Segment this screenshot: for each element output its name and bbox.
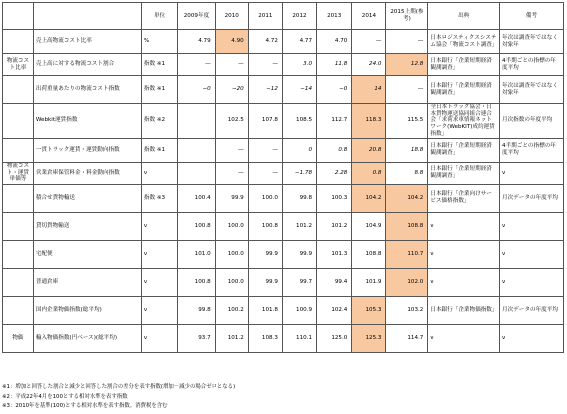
remarks-cell: ν: [499, 162, 563, 184]
value-cell: 0.8: [317, 138, 352, 162]
table-row: [3, 212, 564, 240]
value-cell: 125.3: [352, 324, 386, 352]
table-row: [3, 268, 564, 296]
category-cell: [3, 240, 34, 268]
value-cell: 99.9: [248, 268, 282, 296]
source-cell: 日本ロジスティクスシステム協会「物流コスト調査」: [428, 30, 500, 54]
header-category: [3, 3, 34, 30]
unit-cell: 指数 ※2: [141, 104, 177, 139]
value-cell: —: [215, 138, 248, 162]
remarks-cell: 月次指数の年度平均: [499, 104, 563, 139]
source-cell: 日本銀行「企業短期経済観測調査」: [428, 54, 500, 76]
value-cell: −0: [178, 76, 215, 104]
value-cell: —: [215, 162, 248, 184]
value-cell: 110.7: [386, 240, 428, 268]
value-cell: 4.70: [317, 30, 352, 54]
remarks-cell: 年次は調査年ではなく対象年: [499, 30, 563, 54]
item-cell: Webkit運賃指数: [33, 104, 141, 139]
table-row: [3, 184, 564, 212]
table-row: [3, 54, 564, 76]
value-cell: 100.4: [178, 184, 215, 212]
value-cell: 99.9: [248, 240, 282, 268]
remarks-cell: ν: [499, 324, 563, 352]
value-cell: —: [352, 30, 386, 54]
value-cell: 101.8: [248, 296, 282, 324]
value-cell: 8.8: [386, 162, 428, 184]
footnotes: [2, 383, 235, 412]
value-cell: 101.2: [282, 212, 316, 240]
source-cell: 日本銀行「企業短期経済観測調査」: [428, 138, 500, 162]
header-item: [33, 3, 141, 30]
footnote: ※2：平成22年4月を100とする相対水準を表す指数: [2, 393, 128, 400]
category-cell: [3, 138, 34, 162]
value-cell: 100.8: [178, 268, 215, 296]
unit-cell: 指数 ※1: [141, 76, 177, 104]
value-cell: 99.9: [215, 184, 248, 212]
value-cell: —: [248, 162, 282, 184]
value-cell: 105.3: [352, 296, 386, 324]
footnote: ※3：2010年を基準(100)とする相対水準を表す指数。消費税を含む: [2, 403, 168, 409]
value-cell: 14: [352, 76, 386, 104]
value-cell: 101.2: [215, 324, 248, 352]
value-cell: 108.5: [282, 104, 316, 139]
value-cell: 100.0: [215, 240, 248, 268]
item-cell: 売上高物流コスト比率: [33, 30, 141, 54]
unit-cell: 指数 ※3: [141, 184, 177, 212]
value-cell: 118.3: [352, 104, 386, 139]
header-source: 出典: [428, 3, 500, 30]
value-cell: 93.7: [178, 324, 215, 352]
value-cell: 12.8: [386, 54, 428, 76]
item-cell: 出荷重量あたりの物流コスト指数: [33, 76, 141, 104]
value-cell: 108.8: [352, 240, 386, 268]
value-cell: 100.3: [317, 184, 352, 212]
remarks-cell: 年次は調査年ではなく対象年: [499, 76, 563, 104]
category-cell: [3, 30, 34, 54]
table-row: [3, 240, 564, 268]
item-cell: 営業倉庫保管料金・料金動向指数: [33, 162, 141, 184]
remarks-cell: 4半期ごとの指標の年度平均: [499, 138, 563, 162]
header-year-2012: 2012: [282, 3, 316, 30]
table-row: [3, 104, 564, 139]
value-cell: 0: [282, 138, 316, 162]
unit-cell: 指数 ※1: [141, 54, 177, 76]
category-cell: [3, 104, 34, 139]
value-cell: 100.2: [215, 296, 248, 324]
remarks-cell: 月次データの年度平均: [499, 184, 563, 212]
header-remarks: 備考: [499, 3, 563, 30]
item-cell: 一貫トラック運賃・運賃動向指数: [33, 138, 141, 162]
footnote: ※1：増加と回答した割合と減少と回答した割合の差分を表す指数(増加－減少の場合ゼロとなる): [2, 384, 236, 390]
table-row: [3, 162, 564, 184]
value-cell: −14: [282, 76, 316, 104]
remarks-cell: ν: [499, 240, 563, 268]
value-cell: 101.9: [352, 268, 386, 296]
value-cell: —: [248, 138, 282, 162]
value-cell: 100.9: [282, 296, 316, 324]
source-cell: ν: [428, 324, 500, 352]
unit-cell: 指数 ※1: [141, 138, 177, 162]
category-cell: [3, 268, 34, 296]
value-cell: 112.7: [317, 104, 352, 139]
value-cell: 102.5: [215, 104, 248, 139]
item-cell: 積合せ貨物輸送: [33, 184, 141, 212]
value-cell: 108.3: [248, 324, 282, 352]
item-cell: 宅配便: [33, 240, 141, 268]
unit-cell: ν: [141, 268, 177, 296]
source-cell: ν: [428, 240, 500, 268]
value-cell: 2.28: [317, 162, 352, 184]
unit-cell: ν: [141, 212, 177, 240]
item-cell: 輸入物価指数(円ベース)(総平均): [33, 324, 141, 352]
table-row: [3, 296, 564, 324]
value-cell: —: [178, 54, 215, 76]
table-row: [3, 76, 564, 104]
value-cell: 11.8: [317, 54, 352, 76]
value-cell: 108.8: [386, 212, 428, 240]
value-cell: 4.79: [178, 30, 215, 54]
table-row: [3, 138, 564, 162]
source-cell: 日本銀行「企業物価指数」: [428, 296, 500, 324]
header-year-2014: 2014: [352, 3, 386, 30]
value-cell: 101.3: [317, 240, 352, 268]
remarks-cell: ν: [499, 212, 563, 240]
value-cell: 99.8: [282, 184, 316, 212]
remarks-cell: ν: [499, 268, 563, 296]
value-cell: 3.0: [282, 54, 316, 76]
value-cell: 104.9: [352, 212, 386, 240]
header-year-2015h1: 2015上期(参考): [386, 3, 428, 30]
source-cell: 日本銀行「企業短期経済観測調査」: [428, 76, 500, 104]
header-year-2010: 2010: [215, 3, 248, 30]
category-cell: 物流コスト比率: [3, 54, 34, 76]
value-cell: −20: [215, 76, 248, 104]
unit-cell: ν: [141, 240, 177, 268]
item-cell: 普通倉庫: [33, 268, 141, 296]
table-row: [3, 30, 564, 54]
remarks-cell: 4半期ごとの指標の年度平均: [499, 54, 563, 76]
header-unit: 単位: [141, 3, 177, 30]
value-cell: 101.0: [178, 240, 215, 268]
value-cell: −12: [248, 76, 282, 104]
value-cell: 18.8: [386, 138, 428, 162]
source-cell: ν: [428, 268, 500, 296]
value-cell: 115.5: [386, 104, 428, 139]
value-cell: 4.90: [215, 30, 248, 54]
source-cell: 全日本トラック協会・日本貨物運送協同組合連合会「求荷求車情報ネットワーク(WebKIT)成約運賃指数」: [428, 104, 500, 139]
item-cell: 貸切貨物輸送: [33, 212, 141, 240]
unit-cell: ν: [141, 162, 177, 184]
value-cell: 100.8: [248, 212, 282, 240]
value-cell: −0: [317, 76, 352, 104]
value-cell: 104.2: [386, 184, 428, 212]
value-cell: 100.8: [178, 212, 215, 240]
value-cell: 24.0: [352, 54, 386, 76]
table-header-row: [3, 3, 564, 30]
header-year-2009: 2009年度: [178, 3, 215, 30]
value-cell: 104.2: [352, 184, 386, 212]
table-body: [3, 30, 564, 353]
value-cell: 4.77: [282, 30, 316, 54]
value-cell: 100.0: [248, 184, 282, 212]
value-cell: 99.9: [282, 240, 316, 268]
category-cell: 物流コスト・運賃単価等: [3, 162, 34, 184]
header-year-2013: 2013: [317, 3, 352, 30]
value-cell: 99.7: [282, 268, 316, 296]
value-cell: 101.2: [317, 212, 352, 240]
value-cell: 100.0: [215, 268, 248, 296]
category-cell: [3, 184, 34, 212]
value-cell: —: [248, 54, 282, 76]
table-row: [3, 324, 564, 352]
value-cell: 103.2: [386, 296, 428, 324]
unit-cell: ν: [141, 296, 177, 324]
value-cell: 125.0: [317, 324, 352, 352]
header-year-2011: 2011: [248, 3, 282, 30]
logistics-cost-table: [2, 2, 564, 353]
item-cell: 売上高に対する物流コスト割合: [33, 54, 141, 76]
value-cell: 4.72: [248, 30, 282, 54]
category-cell: [3, 296, 34, 324]
source-cell: 日本銀行「企業向けサービス価格指数」: [428, 184, 500, 212]
value-cell: −1.78: [282, 162, 316, 184]
value-cell: —: [386, 30, 428, 54]
value-cell: 99.4: [317, 268, 352, 296]
value-cell: [178, 138, 215, 162]
value-cell: —: [386, 76, 428, 104]
source-cell: ν: [428, 212, 500, 240]
value-cell: 99.8: [178, 296, 215, 324]
value-cell: 102.4: [317, 296, 352, 324]
value-cell: —: [215, 54, 248, 76]
value-cell: 20.8: [352, 138, 386, 162]
remarks-cell: 月次データの年度平均: [499, 296, 563, 324]
unit-cell: ν: [141, 324, 177, 352]
category-cell: 物価: [3, 324, 34, 352]
value-cell: 114.7: [386, 324, 428, 352]
category-cell: [3, 212, 34, 240]
value-cell: 102.0: [386, 268, 428, 296]
value-cell: [178, 104, 215, 139]
value-cell: 0.8: [352, 162, 386, 184]
value-cell: 110.1: [282, 324, 316, 352]
value-cell: 100.0: [215, 212, 248, 240]
value-cell: 107.8: [248, 104, 282, 139]
source-cell: 日本銀行「企業短期経済観測調査」: [428, 162, 500, 184]
value-cell: [178, 162, 215, 184]
unit-cell: %: [141, 30, 177, 54]
category-cell: [3, 76, 34, 104]
item-cell: 国内企業物価指数(総平均): [33, 296, 141, 324]
